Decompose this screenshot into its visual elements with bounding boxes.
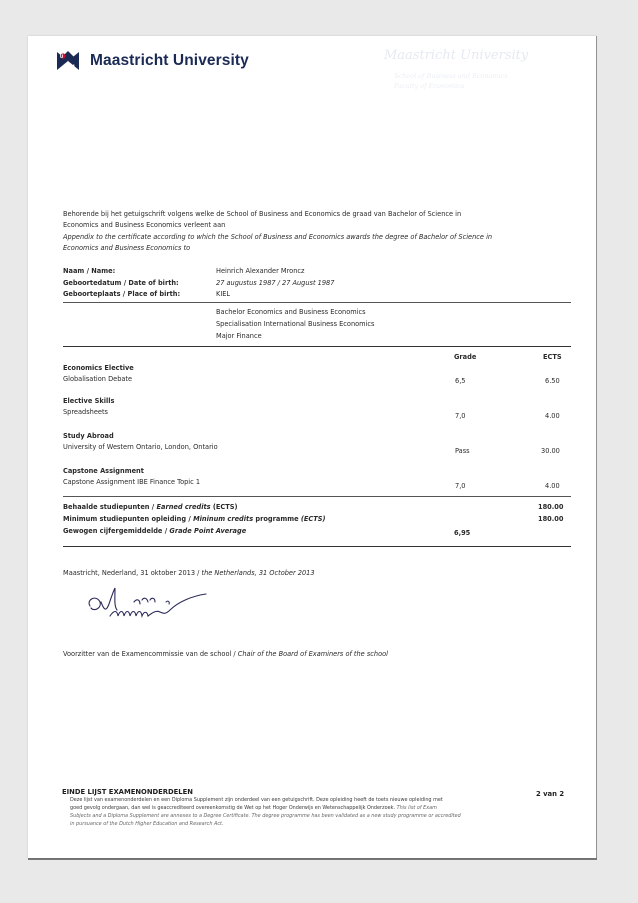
earned-credits-nl: Behaalde studiepunten / [63,503,155,511]
footer-en-line: in pursuance of the Dutch Higher Education and Research Act. [70,821,224,827]
grade-column-header: Grade [454,353,477,361]
watermark-line: Faculty of Economics [394,82,465,90]
intro-nl-line: Economics and Business Economics verleent aan [63,221,226,229]
watermark [360,38,570,118]
programme-line: Major Finance [216,332,262,340]
university-name: Maastricht University [90,52,249,69]
intro-en-line: Appendix to the certificate according to which the School of Business and Economics awards the degree of Bachelor of Science in [63,233,493,241]
place-date-en: the Netherlands, 31 October 2013 [201,569,315,577]
course-ects: 4.00 [545,412,560,420]
scan-edge-right [596,36,597,860]
page-number: 2 van 2 [536,790,565,798]
minimum-credits-unit: (ECTS) [300,515,326,523]
footer-mixed-line [70,805,437,813]
svg-text:U: U [59,54,64,59]
course-name: Spreadsheets [63,408,108,416]
dob-value: 27 augustus 1987 / 27 August 1987 [216,279,335,287]
course-name: University of Western Ontario, London, Ontario [63,443,218,451]
section-title: Economics Elective [63,364,134,372]
watermark-line: School of Business and Economics [394,72,508,80]
footer-en-line: This list of Exam [396,805,437,811]
pob-value: KIEL [216,290,231,298]
minimum-credits-en: Mininum credits [193,515,254,523]
footer-nl-line: goed gevolg ondergaan, dan wel is geaccrediteerd overeenkomstig de Wet op het Hoger Onderwijs en Wetenschappelijk Onderzoek. [70,805,396,811]
section-title: Study Abroad [63,432,114,440]
minimum-credits-value: 180.00 [538,515,564,523]
earned-credits-en: Earned credits [156,503,211,511]
divider [63,302,571,303]
course-ects: 4.00 [545,482,560,490]
course-ects: 6.50 [545,377,560,385]
earned-credits-value: 180.00 [538,503,564,511]
signature-caption-nl: Voorzitter van de Examencommissie van de school / [63,650,236,658]
programme-line: Specialisation International Business Economics [216,320,375,328]
dob-label: Geboortedatum / Date of birth: [63,279,179,287]
university-logo [55,48,249,74]
earned-credits-label [63,503,238,513]
divider [63,346,571,347]
section-title: Elective Skills [63,397,115,405]
course-grade: 7,0 [455,482,466,490]
intro-en-line: Economics and Business Economics to [63,244,191,252]
gpa-en: Grade Point Average [169,527,247,535]
name-value: Heinrich Alexander Mroncz [216,267,305,275]
minimum-credits-mid: programme [255,515,299,523]
place-date [63,569,315,579]
course-name: Globalisation Debate [63,375,133,383]
programme-line: Bachelor Economics and Business Economics [216,308,366,316]
signature-caption-en: Chair of the Board of Examiners of the school [237,650,388,658]
scan-edge-bottom [28,858,597,860]
footer-en-line: Subjects and a Diploma Supplement are annexes to a Degree Certificate. The degree programme has been validated as a new study programme or accredited [70,813,461,819]
course-grade: 6,5 [455,377,466,385]
minimum-credits-nl: Minimum studiepunten opleiding / [63,515,191,523]
place-date-nl: Maastricht, Nederland, 31 oktober 2013 / [63,569,200,577]
gpa-value: 6,95 [454,529,471,537]
course-grade: Pass [455,447,470,455]
gpa-nl: Gewogen cijfergemiddelde / [63,527,168,535]
ects-column-header: ECTS [543,353,562,361]
section-title: Capstone Assignment [63,467,144,475]
minimum-credits-label [63,515,325,525]
divider [63,546,571,547]
divider [63,496,571,497]
course-name: Capstone Assignment IBE Finance Topic 1 [63,478,201,486]
svg-text:M: M [70,64,75,69]
footer-title: EINDE LIJST EXAMENONDERDELEN [62,788,193,796]
earned-credits-unit: (ECTS) [212,503,238,511]
signature-caption [63,650,388,660]
footer-nl-line: Deze lijst van examenonderdelen en een Diploma Supplement zijn onderdeel van een getuigschrift. Deze opleiding heeft de toets nieuwe opleiding met [70,797,443,803]
intro-nl-line: Behorende bij het getuigschrift volgens welke de School of Business and Economics de graad van Bachelor of Science in [63,210,462,218]
watermark-title: Maastricht University [384,48,529,63]
university-emblem-icon [55,48,81,74]
name-label: Naam / Name: [63,267,116,275]
course-ects: 30.00 [541,447,560,455]
signature [82,580,252,632]
gpa-label [63,527,246,537]
pob-label: Geboorteplaats / Place of birth: [63,290,181,298]
course-grade: 7,0 [455,412,466,420]
